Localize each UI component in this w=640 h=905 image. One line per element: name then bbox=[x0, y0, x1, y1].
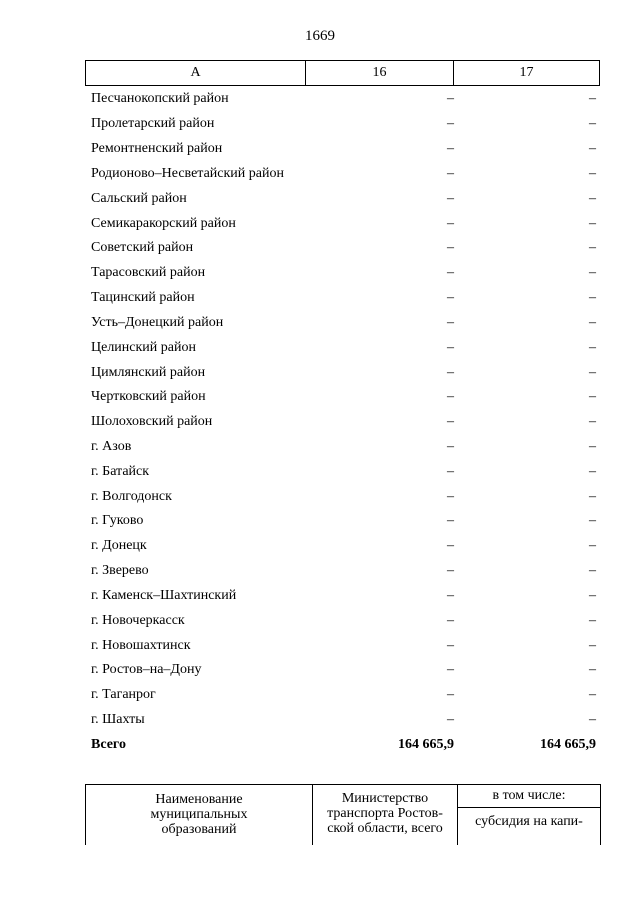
header-col-a: А bbox=[86, 61, 306, 85]
header-ministry bbox=[313, 785, 458, 845]
municipality-name: Цимлянский район bbox=[91, 364, 206, 380]
value-16: – bbox=[447, 215, 454, 231]
header-line: Министерство bbox=[341, 791, 429, 806]
municipality-name: Тарасовский район bbox=[91, 265, 206, 281]
header-subsidy: субсидия на капи- bbox=[475, 814, 583, 829]
value-16: – bbox=[447, 314, 454, 330]
next-table-header bbox=[85, 784, 601, 845]
value-17: – bbox=[589, 587, 596, 603]
value-17: – bbox=[589, 116, 596, 132]
value-16: – bbox=[447, 290, 454, 306]
table-row bbox=[85, 633, 600, 658]
value-17: – bbox=[589, 488, 596, 504]
table-row bbox=[85, 211, 600, 236]
municipality-name: Усть–Донецкий район bbox=[91, 314, 224, 330]
table-row bbox=[85, 708, 600, 733]
value-17: – bbox=[589, 687, 596, 703]
value-16: – bbox=[447, 463, 454, 479]
value-16: – bbox=[447, 265, 454, 281]
value-17: – bbox=[589, 240, 596, 256]
value-17: – bbox=[589, 290, 596, 306]
municipality-name: г. Новошахтинск bbox=[91, 637, 191, 653]
value-16: – bbox=[447, 141, 454, 157]
municipality-name: Ремонтненский район bbox=[91, 141, 223, 157]
table-row bbox=[85, 683, 600, 708]
value-16: – bbox=[447, 687, 454, 703]
table-header bbox=[85, 60, 600, 86]
table-row bbox=[85, 559, 600, 584]
municipality-name: г. Новочеркасск bbox=[91, 612, 185, 628]
table-row bbox=[85, 261, 600, 286]
municipality-name: г. Таганрог bbox=[91, 687, 156, 703]
value-17: – bbox=[589, 538, 596, 554]
municipality-name: г. Каменск–Шахтинский bbox=[91, 587, 237, 603]
table-row bbox=[85, 459, 600, 484]
header-line: муниципальных bbox=[150, 807, 248, 822]
table-row bbox=[85, 161, 600, 186]
value-16: – bbox=[447, 190, 454, 206]
municipality-name: Пролетарский район bbox=[91, 116, 215, 132]
value-16: – bbox=[447, 637, 454, 653]
municipality-name: Семикаракорский район bbox=[91, 215, 236, 231]
value-16: – bbox=[447, 513, 454, 529]
municipality-name: Тацинский район bbox=[91, 290, 195, 306]
header-line: образований bbox=[161, 822, 237, 837]
value-16: – bbox=[447, 439, 454, 454]
value-16: – bbox=[447, 587, 454, 603]
table-row bbox=[85, 186, 600, 211]
value-16: – bbox=[447, 712, 454, 728]
value-16: – bbox=[447, 488, 454, 504]
value-17: – bbox=[589, 612, 596, 628]
value-17: – bbox=[589, 314, 596, 330]
value-17: – bbox=[589, 190, 596, 206]
value-16: – bbox=[447, 538, 454, 554]
header-including-label: в том числе: bbox=[458, 785, 600, 808]
value-17: – bbox=[589, 712, 596, 728]
municipality-name: Шолоховский район bbox=[91, 414, 213, 430]
table-row bbox=[85, 335, 600, 360]
municipality-name: г. Шахты bbox=[91, 712, 145, 728]
table-row bbox=[85, 484, 600, 509]
value-17: – bbox=[589, 563, 596, 579]
value-16: – bbox=[447, 612, 454, 628]
municipality-name: Сальский район bbox=[91, 190, 187, 206]
value-17: – bbox=[589, 339, 596, 355]
header-including bbox=[458, 785, 600, 845]
value-16: – bbox=[447, 414, 454, 430]
table-row bbox=[85, 385, 600, 410]
municipality-name: Целинский район bbox=[91, 339, 196, 355]
table-row bbox=[85, 608, 600, 633]
table-row bbox=[85, 658, 600, 683]
header-line: транспорта Ростов- bbox=[327, 806, 443, 821]
municipality-name: г. Донецк bbox=[91, 538, 147, 554]
municipality-name: г. Ростов–на–Дону bbox=[91, 662, 202, 678]
table-row bbox=[85, 286, 600, 311]
value-17: – bbox=[589, 414, 596, 430]
value-17: – bbox=[589, 265, 596, 281]
table-row bbox=[85, 236, 600, 261]
table-row bbox=[85, 137, 600, 162]
value-16: – bbox=[447, 165, 454, 181]
total-row bbox=[85, 733, 600, 758]
header-col-17: 17 bbox=[519, 65, 534, 80]
table-row bbox=[85, 410, 600, 435]
table-row bbox=[85, 584, 600, 609]
value-16: – bbox=[447, 662, 454, 678]
value-17: – bbox=[589, 165, 596, 181]
table-row bbox=[85, 509, 600, 534]
header-col-16: 16 bbox=[306, 61, 454, 85]
value-16: – bbox=[447, 91, 454, 107]
value-17: – bbox=[589, 513, 596, 529]
value-17: – bbox=[589, 439, 596, 454]
page-number: 1669 bbox=[305, 28, 335, 44]
municipality-name: г. Азов bbox=[91, 439, 132, 454]
municipality-name: Советский район bbox=[91, 240, 194, 256]
value-17: – bbox=[589, 215, 596, 231]
value-16: – bbox=[447, 364, 454, 380]
municipality-name: г. Батайск bbox=[91, 463, 150, 479]
value-17: – bbox=[589, 463, 596, 479]
municipality-name: Родионово–Несветайский район bbox=[91, 165, 284, 181]
value-17: – bbox=[589, 637, 596, 653]
table-row bbox=[85, 435, 600, 460]
header-municipalities bbox=[86, 785, 313, 845]
municipality-name: Чертковский район bbox=[91, 389, 206, 405]
table-body bbox=[85, 87, 600, 757]
header-line: Наименование bbox=[155, 792, 243, 807]
value-17: – bbox=[589, 141, 596, 157]
municipality-name: г. Зверево bbox=[91, 563, 149, 579]
value-17: – bbox=[589, 91, 596, 107]
value-16: – bbox=[447, 389, 454, 405]
total-value-17: 164 665,9 bbox=[540, 736, 596, 752]
municipality-name: г. Гуково bbox=[91, 513, 144, 529]
value-17: – bbox=[589, 364, 596, 380]
value-17: – bbox=[589, 389, 596, 405]
value-16: – bbox=[447, 339, 454, 355]
header-line: ской области, всего bbox=[327, 821, 443, 836]
table-row bbox=[85, 112, 600, 137]
table-row bbox=[85, 310, 600, 335]
total-label: Всего bbox=[91, 736, 126, 752]
value-16: – bbox=[447, 116, 454, 132]
municipality-name: г. Волгодонск bbox=[91, 488, 172, 504]
total-value-16: 164 665,9 bbox=[398, 736, 454, 752]
value-16: – bbox=[447, 240, 454, 256]
municipality-name: Песчанокопский район bbox=[91, 91, 229, 107]
value-16: – bbox=[447, 563, 454, 579]
table-row bbox=[85, 87, 600, 112]
table-row bbox=[85, 534, 600, 559]
value-17: – bbox=[589, 662, 596, 678]
table-row bbox=[85, 360, 600, 385]
